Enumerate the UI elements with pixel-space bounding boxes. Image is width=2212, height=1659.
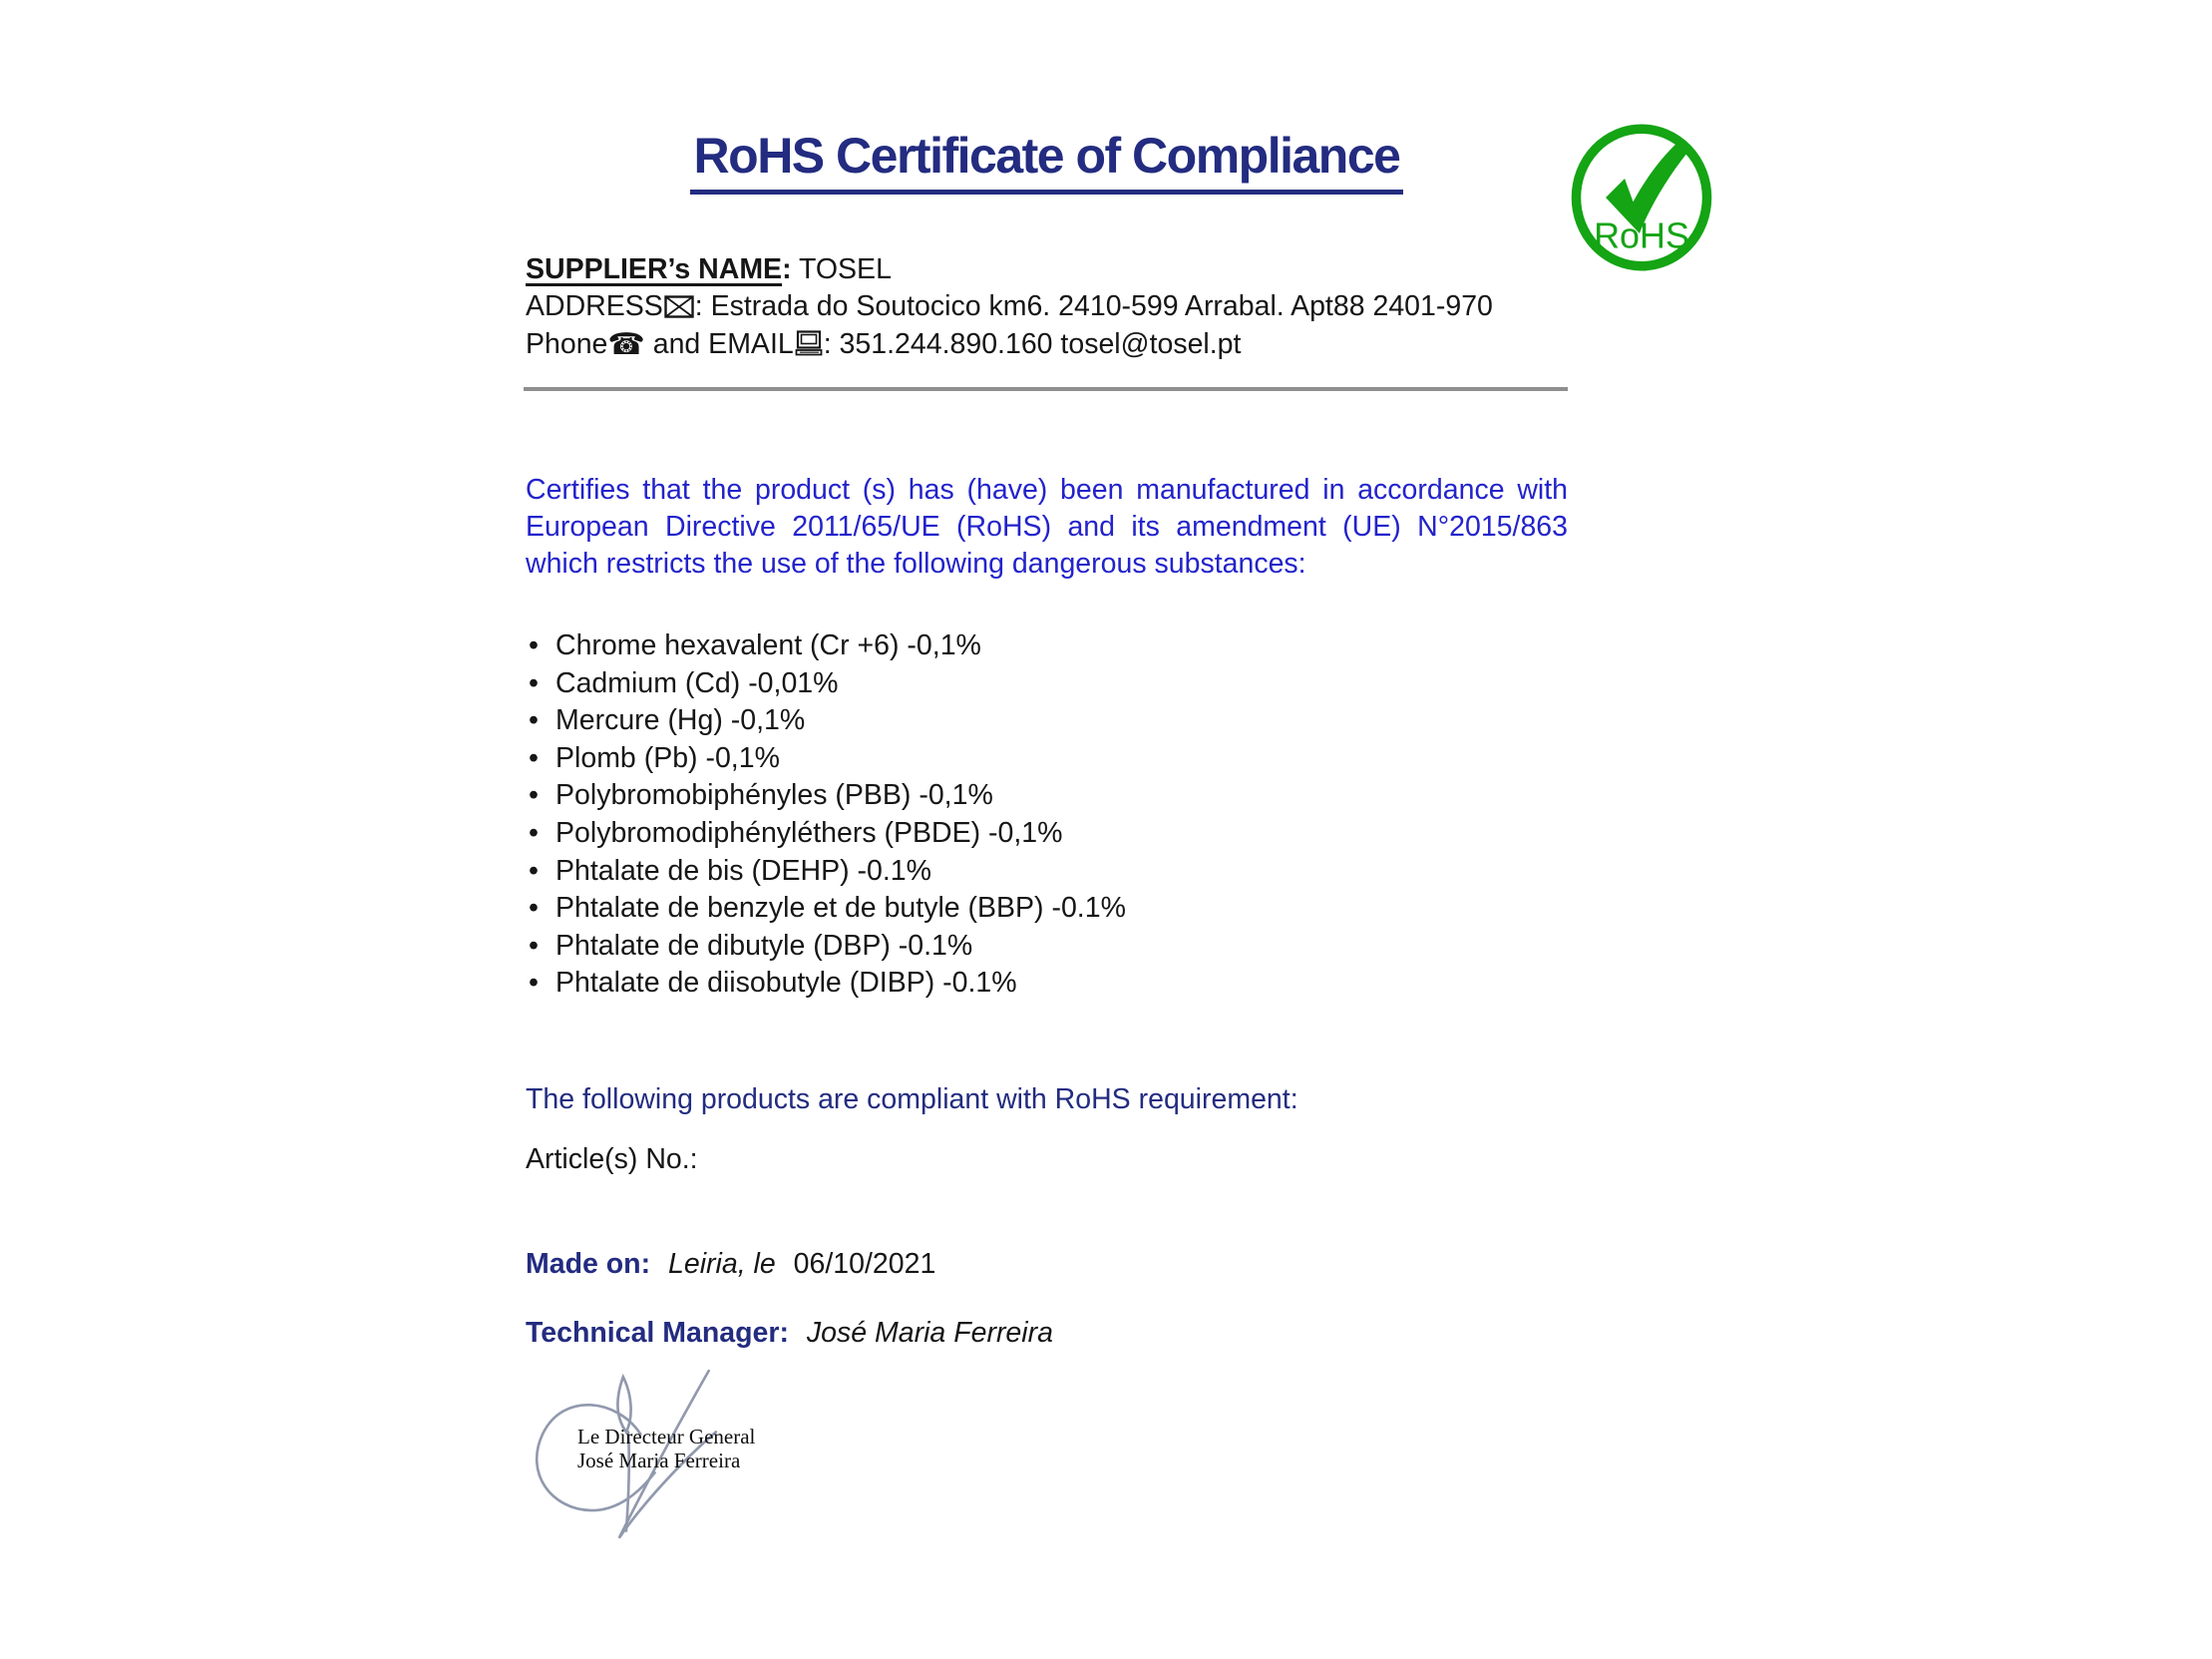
- bullet-marker: •: [529, 892, 539, 925]
- handwritten-signature-icon: [516, 1365, 745, 1599]
- substance-text: Chrome hexavalent (Cr +6) -0,1%: [555, 629, 981, 661]
- signature-title: Le Directeur General: [577, 1425, 756, 1449]
- substance-item: [529, 965, 1126, 1003]
- restricted-substances-list: [529, 627, 1126, 1003]
- page-title: RoHS Certificate of Compliance: [690, 130, 1404, 195]
- bullet-marker: •: [529, 779, 539, 812]
- substance-text: Phtalate de diisobutyle (DIBP) -0.1%: [555, 967, 1017, 1000]
- substance-item: [529, 665, 1126, 703]
- signature-block: [516, 1365, 756, 1599]
- contact-value: : 351.244.890.160 tosel@tosel.pt: [823, 327, 1242, 360]
- signature-name: José Maria Ferreira: [577, 1449, 741, 1472]
- substance-text: Mercure (Hg) -0,1%: [555, 704, 806, 737]
- supplier-info: [526, 251, 1493, 363]
- bullet-marker: •: [529, 741, 539, 774]
- rohs-logo-label: RoHS: [1594, 214, 1689, 256]
- article-number-label: Article(s) No.:: [526, 1143, 698, 1175]
- supplier-address-line: [526, 288, 1493, 325]
- certification-statement: Certifies that the product (s) has (have) been manufactured in accordance with European Directive 2011/65/UE (RoHS) and its amendment (UE) N°2015/863 which restricts the use of the following dangerous substances:: [526, 473, 1568, 581]
- bullet-marker: •: [529, 629, 539, 661]
- substance-item: [529, 740, 1126, 778]
- technical-manager-name: José Maria Ferreira: [806, 1317, 1053, 1349]
- phone-label: Phone: [526, 327, 608, 360]
- made-on-date: 06/10/2021: [793, 1248, 936, 1280]
- compliance-statement: The following products are compliant with RoHS requirement:: [526, 1083, 1298, 1115]
- bullet-marker: •: [529, 666, 539, 699]
- substance-text: Phtalate de benzyle et de butyle (BBP) -0.1%: [555, 892, 1126, 925]
- substance-item: [529, 777, 1126, 815]
- substance-text: Polybromodiphényléthers (PBDE) -0,1%: [555, 816, 1063, 849]
- substance-item: [529, 853, 1126, 891]
- bullet-marker: •: [529, 816, 539, 849]
- substance-text: Cadmium (Cd) -0,01%: [555, 666, 839, 699]
- substance-text: Polybromobiphényles (PBB) -0,1%: [555, 779, 993, 812]
- made-on-label: Made on:: [526, 1248, 651, 1280]
- address-value: : Estrada do Soutocico km6. 2410-599 Arrabal. Apt88 2401-970: [694, 290, 1493, 323]
- signature-caption: [577, 1425, 755, 1472]
- document-header: [526, 130, 1568, 195]
- address-label: ADDRESS: [526, 290, 663, 323]
- rohs-check-icon: [1568, 122, 1715, 273]
- technical-manager-label: Technical Manager:: [526, 1317, 789, 1349]
- bullet-marker: •: [529, 854, 539, 887]
- bullet-marker: •: [529, 704, 539, 737]
- technical-manager-line: [526, 1317, 1053, 1350]
- made-on-place: Leiria, le: [668, 1248, 776, 1280]
- horizontal-divider: [524, 387, 1568, 391]
- substance-item: [529, 815, 1126, 853]
- supplier-contact-line: [526, 326, 1493, 363]
- envelope-icon: [664, 295, 694, 318]
- supplier-name-label: SUPPLIER’s NAME: [526, 253, 783, 285]
- rohs-logo: [1568, 122, 1715, 273]
- substance-item: [529, 702, 1126, 740]
- supplier-name-line: [526, 251, 1493, 288]
- bullet-marker: •: [529, 967, 539, 1000]
- supplier-name-value: TOSEL: [798, 253, 892, 285]
- substance-item: [529, 928, 1126, 966]
- bullet-marker: •: [529, 929, 539, 962]
- substance-item: [529, 627, 1126, 665]
- supplier-name-colon: :: [782, 253, 792, 285]
- and-email-label: and EMAIL: [644, 327, 794, 360]
- computer-icon: [795, 330, 823, 356]
- substance-text: Phtalate de bis (DEHP) -0.1%: [555, 854, 931, 887]
- substance-text: Plomb (Pb) -0,1%: [555, 741, 780, 774]
- substance-text: Phtalate de dibutyle (DBP) -0.1%: [555, 929, 973, 962]
- substance-item: [529, 890, 1126, 928]
- made-on-line: [526, 1248, 935, 1281]
- phone-icon: ☎: [607, 327, 645, 361]
